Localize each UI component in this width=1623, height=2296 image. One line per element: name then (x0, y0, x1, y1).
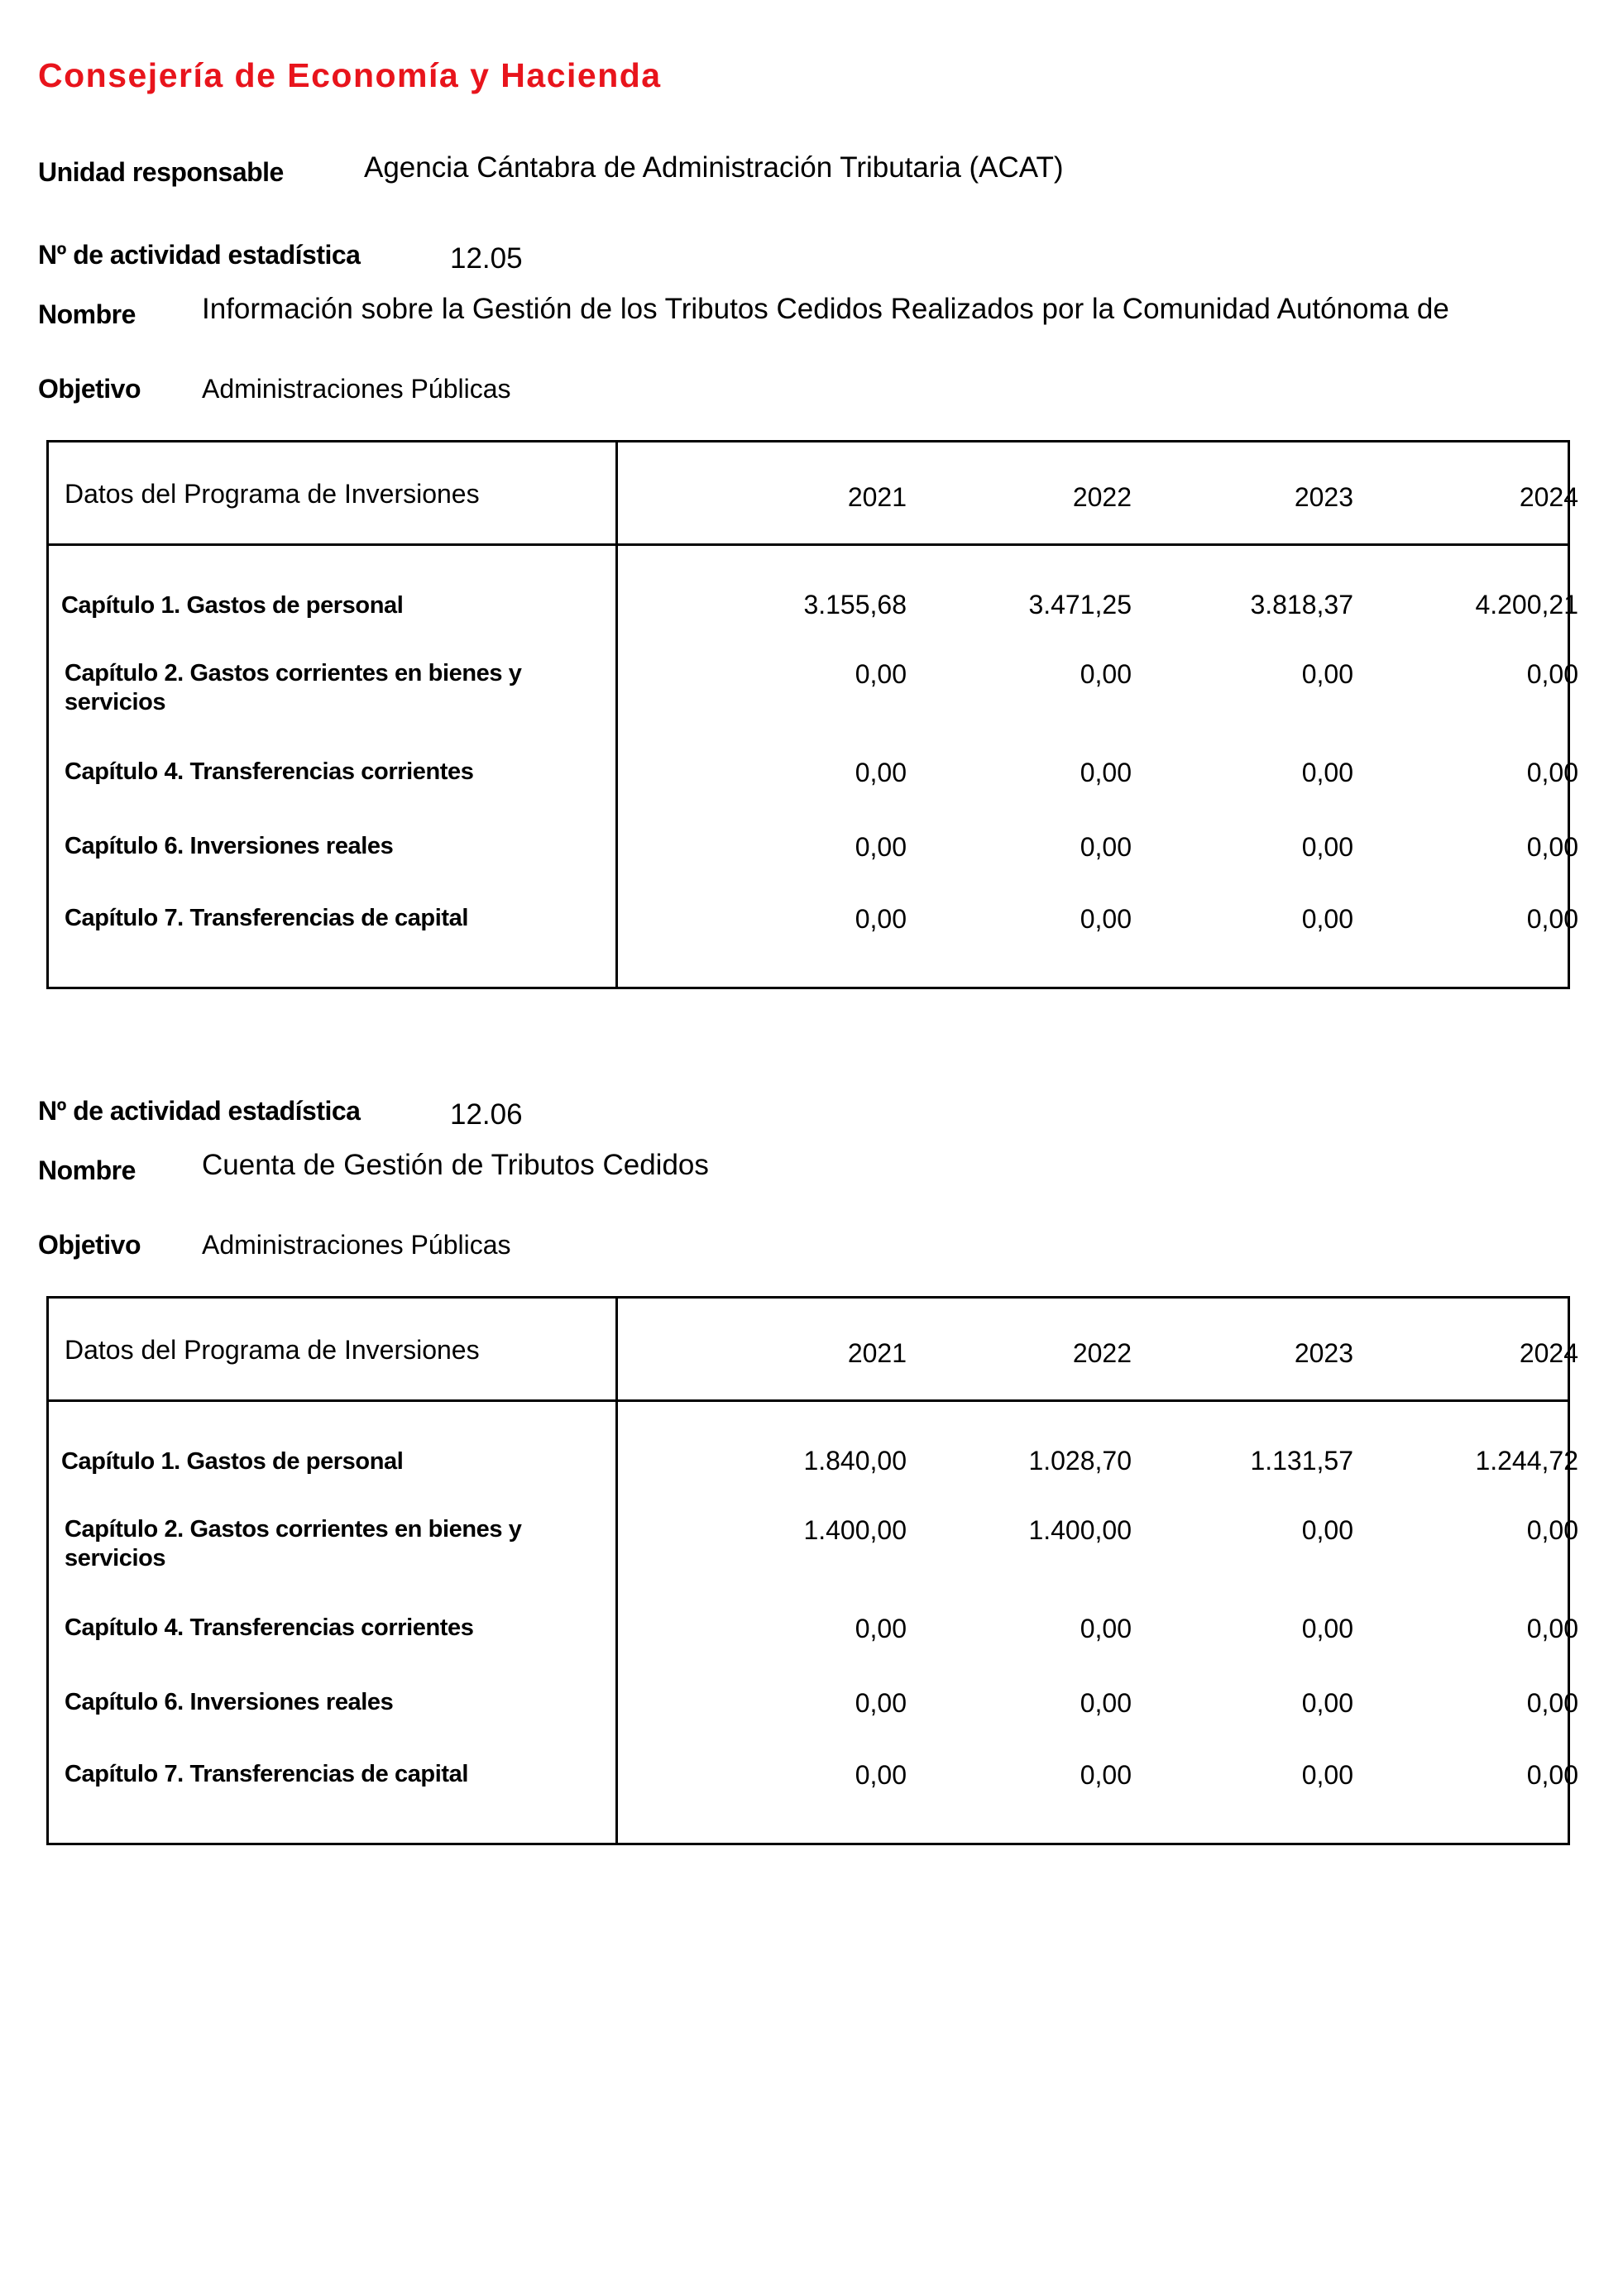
cell-value: 0,00 (1526, 758, 1578, 787)
year-header: 2024 (1519, 1338, 1578, 1368)
cell-value: 0,00 (1301, 1614, 1353, 1643)
cell-value: 0,00 (1080, 1688, 1132, 1718)
cell-value: 0,00 (855, 659, 907, 689)
year-header: 2024 (1519, 482, 1578, 512)
cell-value: 0,00 (855, 832, 907, 862)
cell-value: 3.155,68 (803, 590, 907, 619)
cell-value: 0,00 (1526, 832, 1578, 862)
year-header: 2022 (1072, 482, 1132, 512)
row-label: Capítulo 7. Transferencias de capital (65, 1761, 469, 1787)
objective-value: Administraciones Públicas (202, 1230, 511, 1260)
row-label: Capítulo 1. Gastos de personal (61, 592, 404, 619)
cell-value: 1.840,00 (803, 1446, 907, 1476)
table-header-label: Datos del Programa de Inversiones (65, 1335, 480, 1365)
cell-value: 0,00 (855, 904, 907, 934)
activity-name: Información sobre la Gestión de los Tributos Cedidos Realizados por la Comunidad Autónoma de (202, 293, 1449, 325)
unit-label: Unidad responsable (38, 157, 284, 187)
table-header-label: Datos del Programa de Inversiones (65, 479, 480, 509)
row-label: Capítulo 6. Inversiones reales (65, 833, 394, 859)
cell-value: 1.244,72 (1475, 1446, 1578, 1476)
cell-value: 0,00 (1526, 1614, 1578, 1643)
objective-label: Objetivo (38, 1230, 141, 1260)
cell-value: 0,00 (1301, 1688, 1353, 1718)
cell-value: 3.818,37 (1250, 590, 1353, 619)
name-label: Nombre (38, 1155, 136, 1185)
cell-value: 4.200,21 (1475, 590, 1578, 619)
year-header: 2023 (1294, 482, 1353, 512)
activity-number: 12.06 (450, 1098, 523, 1131)
cell-value: 0,00 (1301, 659, 1353, 689)
activity-label: Nº de actividad estadística (38, 240, 361, 270)
cell-value: 0,00 (1080, 659, 1132, 689)
header-divider (49, 1399, 1568, 1402)
row-label: Capítulo 2. Gastos corrientes en bienes y servicios (65, 1516, 522, 1571)
cell-value: 0,00 (1301, 1760, 1353, 1790)
cell-value: 0,00 (1080, 904, 1132, 934)
cell-value: 1.400,00 (1028, 1515, 1132, 1545)
year-header: 2023 (1294, 1338, 1353, 1368)
cell-value: 0,00 (1301, 832, 1353, 862)
activity-number: 12.05 (450, 242, 523, 275)
header-divider (49, 543, 1568, 546)
cell-value: 1.400,00 (803, 1515, 907, 1545)
row-label: Capítulo 1. Gastos de personal (61, 1448, 404, 1475)
unit-value: Agencia Cántabra de Administración Tributaria (ACAT) (364, 151, 1064, 184)
year-header: 2021 (847, 482, 907, 512)
objective-value: Administraciones Públicas (202, 374, 511, 404)
activity-name: Cuenta de Gestión de Tributos Cedidos (202, 1149, 709, 1181)
column-divider (615, 442, 618, 987)
row-label: Capítulo 2. Gastos corrientes en bienes y servicios (65, 660, 522, 715)
cell-value: 0,00 (1526, 1515, 1578, 1545)
cell-value: 0,00 (1526, 659, 1578, 689)
objective-label: Objetivo (38, 374, 141, 404)
page-title: Consejería de Economía y Hacienda (38, 56, 662, 94)
column-divider (615, 1299, 618, 1843)
cell-value: 0,00 (1301, 1515, 1353, 1545)
year-header: 2021 (847, 1338, 907, 1368)
name-label: Nombre (38, 299, 136, 329)
cell-value: 0,00 (1080, 758, 1132, 787)
year-header: 2022 (1072, 1338, 1132, 1368)
cell-value: 0,00 (1080, 1760, 1132, 1790)
cell-value: 0,00 (1526, 1688, 1578, 1718)
cell-value: 0,00 (1526, 1760, 1578, 1790)
cell-value: 0,00 (1526, 904, 1578, 934)
cell-value: 0,00 (1080, 1614, 1132, 1643)
row-label: Capítulo 6. Inversiones reales (65, 1689, 394, 1715)
cell-value: 0,00 (855, 1760, 907, 1790)
row-label: Capítulo 4. Transferencias corrientes (65, 1614, 474, 1641)
row-label: Capítulo 4. Transferencias corrientes (65, 758, 474, 785)
cell-value: 0,00 (855, 1614, 907, 1643)
cell-value: 0,00 (855, 1688, 907, 1718)
cell-value: 0,00 (855, 758, 907, 787)
cell-value: 3.471,25 (1028, 590, 1132, 619)
row-label: Capítulo 7. Transferencias de capital (65, 905, 469, 931)
activity-label: Nº de actividad estadística (38, 1096, 361, 1126)
cell-value: 1.028,70 (1028, 1446, 1132, 1476)
cell-value: 0,00 (1301, 758, 1353, 787)
investment-table (46, 1296, 1578, 1845)
investment-table (46, 440, 1578, 989)
cell-value: 1.131,57 (1250, 1446, 1353, 1476)
cell-value: 0,00 (1301, 904, 1353, 934)
cell-value: 0,00 (1080, 832, 1132, 862)
